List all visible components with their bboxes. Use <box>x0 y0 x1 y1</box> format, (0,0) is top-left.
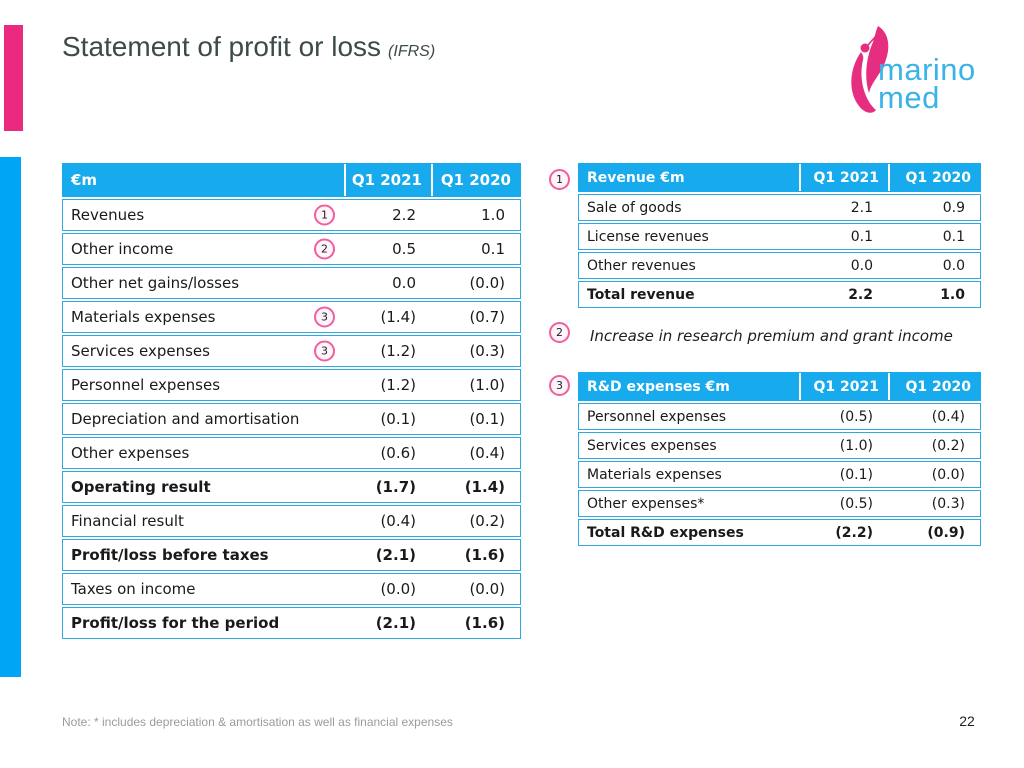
rd_table-row-2 <box>578 461 981 488</box>
profit-loss-table <box>62 163 521 639</box>
main_table-row-3 <box>62 301 521 333</box>
rd_table-row-1-label: Services expenses <box>587 437 717 454</box>
main_table-header-1: Q1 2021 <box>344 164 431 196</box>
rd_table-row-4-q1-2020: (0.9) <box>927 524 965 541</box>
main_table-row-0 <box>62 199 521 231</box>
footnote: Note: * includes depreciation & amortisation as well as financial expenses <box>62 715 453 729</box>
main_table-row-2-label: Other net gains/losses <box>71 274 240 292</box>
rd_table-row-2-q1-2020: (0.0) <box>931 466 965 483</box>
main_table-row-4 <box>62 335 521 367</box>
main_table-row-0-q1-2021: 2.2 <box>392 206 416 224</box>
logo-word-top: marino <box>878 52 976 87</box>
callout-3-icon: 3 <box>314 307 335 328</box>
main_table-row-8-q1-2020: (1.4) <box>464 478 505 496</box>
rd_table-row-3 <box>578 490 981 517</box>
main_table-row-1-q1-2020: 0.1 <box>481 240 505 258</box>
rd_table-row-1-q1-2020: (0.2) <box>931 437 965 454</box>
rd_table-header-2: Q1 2020 <box>888 373 980 400</box>
rd_table-row-4-q1-2021: (2.2) <box>835 524 873 541</box>
revenue-breakdown-table <box>578 163 981 308</box>
revenue_table-row-1 <box>578 223 981 250</box>
main_table-row-12-q1-2020: (1.6) <box>464 614 505 632</box>
callout-1-icon: 1 <box>314 205 335 226</box>
rd_table-header-0: R&D expenses €m <box>587 378 730 395</box>
accent-pink-bar <box>4 25 23 131</box>
revenue_table-row-0-label: Sale of goods <box>587 199 682 216</box>
main_table-row-11-label: Taxes on income <box>71 580 196 598</box>
revenue_table-row-3-label: Total revenue <box>587 286 695 303</box>
rd_table-row-0-q1-2020: (0.4) <box>931 408 965 425</box>
rd_table-row-1 <box>578 432 981 459</box>
rd_table-row-3-label: Other expenses* <box>587 495 705 512</box>
rd_table-row-4-label: Total R&D expenses <box>587 524 744 541</box>
main_table-row-1-q1-2021: 0.5 <box>392 240 416 258</box>
main_table-row-8 <box>62 471 521 503</box>
rd_table-row-2-label: Materials expenses <box>587 466 722 483</box>
main_table-row-4-q1-2021: (1.2) <box>380 342 416 360</box>
revenue_table-row-0 <box>578 194 981 221</box>
callout-3-icon: 3 <box>314 341 335 362</box>
main_table-row-6-q1-2021: (0.1) <box>380 410 416 428</box>
revenue_table-row-1-label: License revenues <box>587 228 709 245</box>
revenue_table-row-3-q1-2020: 1.0 <box>940 286 965 303</box>
revenue_table-header-1: Q1 2021 <box>799 164 888 191</box>
main_table-row-0-label: Revenues <box>71 206 145 224</box>
note-research-premium: Increase in research premium and grant income <box>590 327 953 345</box>
callout-2-icon: 2 <box>314 239 335 260</box>
main_table-row-4-label: Services expenses <box>71 342 210 360</box>
revenue_table-row-2-label: Other revenues <box>587 257 696 274</box>
main_table-row-5-label: Personnel expenses <box>71 376 221 394</box>
main_table-row-10-q1-2020: (1.6) <box>464 546 505 564</box>
main_table-row-9-q1-2021: (0.4) <box>380 512 416 530</box>
main_table-row-11 <box>62 573 521 605</box>
rd_table-row-2-q1-2021: (0.1) <box>839 466 873 483</box>
logo-word-bottom: med <box>878 80 940 115</box>
revenue_table-row-0-q1-2020: 0.9 <box>942 199 965 216</box>
revenue_table-row-0-q1-2021: 2.1 <box>850 199 873 216</box>
main_table-row-12-label: Profit/loss for the period <box>71 614 280 632</box>
rd_table-row-1-q1-2021: (1.0) <box>839 437 873 454</box>
main_table-row-4-q1-2020: (0.3) <box>469 342 505 360</box>
main_table-row-7-q1-2021: (0.6) <box>380 444 416 462</box>
rd_table-row-0 <box>578 403 981 430</box>
main_table-row-1-label: Other income <box>71 240 174 258</box>
main_table-row-2-q1-2020: (0.0) <box>469 274 505 292</box>
rd-expenses-table <box>578 372 981 546</box>
main_table-row-7-q1-2020: (0.4) <box>469 444 505 462</box>
main_table-row-5 <box>62 369 521 401</box>
main_table-row-10 <box>62 539 521 571</box>
accent-blue-bar <box>0 157 21 677</box>
main_table-row-3-q1-2021: (1.4) <box>380 308 416 326</box>
marinomed-wordmark <box>878 52 976 115</box>
main_table-row-2 <box>62 267 521 299</box>
callout-3-icon: 3 <box>549 375 570 396</box>
main_table-row-6 <box>62 403 521 435</box>
rd_table-row-0-q1-2021: (0.5) <box>839 408 873 425</box>
main_table-row-11-q1-2021: (0.0) <box>380 580 416 598</box>
main_table-row-8-label: Operating result <box>71 478 211 496</box>
page-title-suffix: (IFRS) <box>388 43 436 60</box>
main_table-row-3-label: Materials expenses <box>71 308 216 326</box>
main_table-row-5-q1-2020: (1.0) <box>469 376 505 394</box>
revenue_table-row-2-q1-2021: 0.0 <box>850 257 873 274</box>
revenue_table-row-1-q1-2020: 0.1 <box>942 228 965 245</box>
main_table-row-7 <box>62 437 521 469</box>
main_table-row-11-q1-2020: (0.0) <box>469 580 505 598</box>
main_table-row-3-q1-2020: (0.7) <box>469 308 505 326</box>
page-number: 22 <box>959 713 975 729</box>
rd_table-row-3-q1-2021: (0.5) <box>839 495 873 512</box>
main_table-row-9-q1-2020: (0.2) <box>469 512 505 530</box>
main_table-row-7-label: Other expenses <box>71 444 190 462</box>
main_table-row-9 <box>62 505 521 537</box>
revenue_table-header-0: Revenue €m <box>587 169 685 186</box>
main_table-row-8-q1-2021: (1.7) <box>375 478 416 496</box>
rd_table-header-row <box>578 372 981 401</box>
callout-1-icon: 1 <box>549 169 570 190</box>
revenue_table-row-2 <box>578 252 981 279</box>
page-title-text: Statement of profit or loss <box>62 31 382 62</box>
revenue_table-header-row <box>578 163 981 192</box>
main_table-row-12-q1-2021: (2.1) <box>375 614 416 632</box>
rd_table-row-4 <box>578 519 981 546</box>
marinomed-logo <box>838 16 1008 124</box>
revenue_table-row-3-q1-2021: 2.2 <box>848 286 873 303</box>
main_table-row-6-q1-2020: (0.1) <box>469 410 505 428</box>
main_table-row-2-q1-2021: 0.0 <box>392 274 416 292</box>
rd_table-row-0-label: Personnel expenses <box>587 408 727 425</box>
revenue_table-header-2: Q1 2020 <box>888 164 980 191</box>
revenue_table-row-2-q1-2020: 0.0 <box>942 257 965 274</box>
revenue_table-row-3 <box>578 281 981 308</box>
main_table-header-row <box>62 163 521 197</box>
page-title <box>62 31 435 63</box>
main_table-row-1 <box>62 233 521 265</box>
main_table-row-10-q1-2021: (2.1) <box>375 546 416 564</box>
main_table-row-6-label: Depreciation and amortisation <box>71 410 300 428</box>
revenue_table-row-1-q1-2021: 0.1 <box>850 228 873 245</box>
main_table-row-9-label: Financial result <box>71 512 184 530</box>
main_table-row-0-q1-2020: 1.0 <box>481 206 505 224</box>
main_table-header-0: €m <box>71 171 98 189</box>
main_table-row-12 <box>62 607 521 639</box>
rd_table-header-1: Q1 2021 <box>799 373 888 400</box>
rd_table-row-3-q1-2020: (0.3) <box>931 495 965 512</box>
callout-2-icon: 2 <box>549 322 570 343</box>
main_table-row-10-label: Profit/loss before taxes <box>71 546 269 564</box>
main_table-header-2: Q1 2020 <box>431 164 520 196</box>
main_table-row-5-q1-2021: (1.2) <box>380 376 416 394</box>
